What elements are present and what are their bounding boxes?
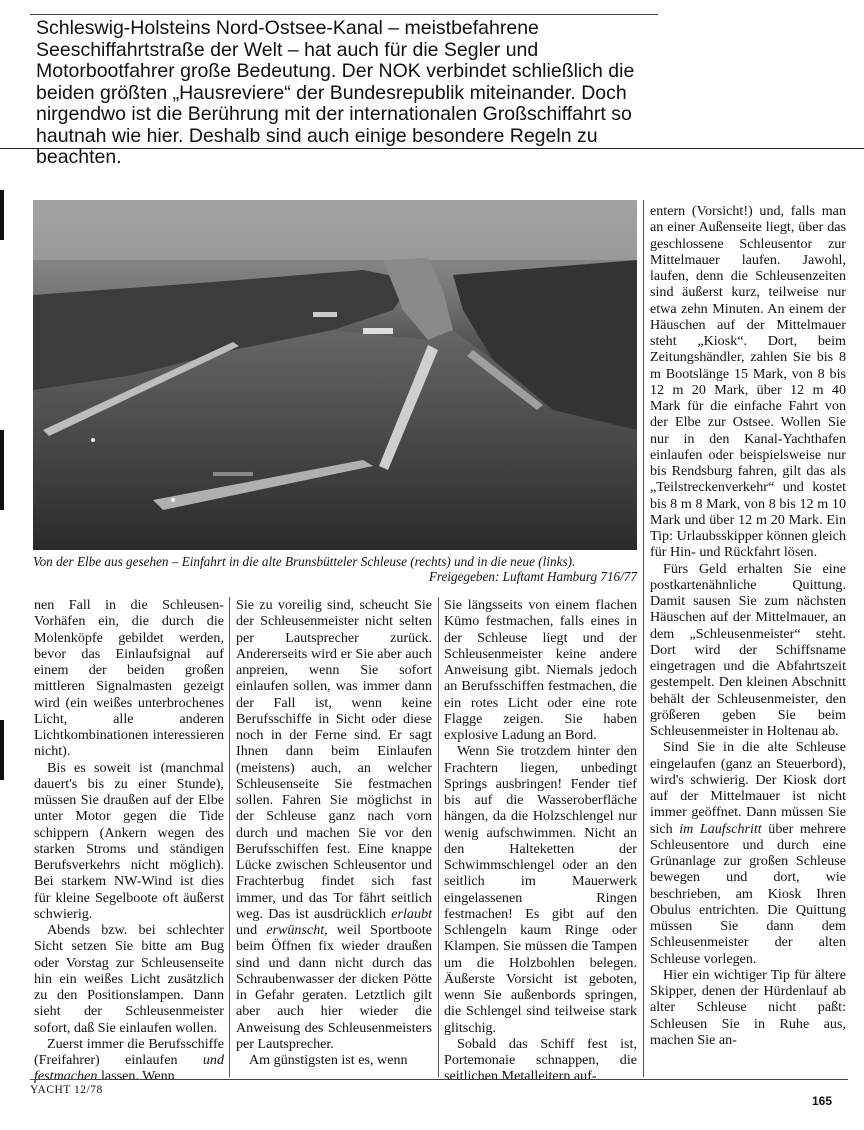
paragraph: Bis es soweit ist (manchmal dauert's bis zu einer Stunde), müssen Sie draußen auf der Elbe unter Motor gegen die Tide schippern (Ankern wegen des starken Stroms und ständigen Berufsverkehrs nicht möglich). Bei starkem NW-Wind ist dies für kleine Segelboote oft äußerst schwierig. (34, 759, 224, 922)
issue-label: YACHT 12/78 (30, 1084, 103, 1096)
emphasis: und festmachen (34, 1052, 224, 1085)
paragraph: Sobald das Schiff fest ist, Portemonaie schnappen, die seitlichen Metalleitern auf- (444, 1035, 637, 1085)
photo-credit: Freigegeben: Luftamt Hamburg 716/77 (428, 569, 637, 584)
caption-text: Von der Elbe aus gesehen – Einfahrt in die alte Brunsbütteler Schleuse (rechts) und in die neue (links). (33, 554, 576, 569)
column-divider (438, 597, 439, 1077)
paragraph (236, 597, 432, 1052)
paragraph: entern (Vorsicht!) und, falls man an einer Außenseite liegt, über das geschlossene Schleusentor zur Mittelmauer laufen. Jawohl, laufen, denn die Schleusenzeiten sind äußerst kurz, teilweise nur etwa zehn Minuten. An einem der Häuschen auf der Mittelmauer steht „Kiosk“. Dort, beim Zeitungshändler, zahlen Sie bis 8 m Bootslänge 15 Mark, von 8 bis 12 m 20 Mark, über 12 m 40 Mark für die einfache Fahrt von der Elbe zur Ostsee. Wollen Sie nur in den Kanal-Yachthafen einlaufen oder beispielsweise nur bis Rendsburg fahren, gilt das als „Teilstreckenverkehr“ und kostet bis 8 m 8 Mark, von 8 bis 12 m 10 Mark und über 12 m 20 Mark. Ein Tip: Urlaubsskipper können gleich für Hin- und Rückfahrt lösen. (650, 203, 846, 561)
page-number: 165 (812, 1094, 833, 1108)
paragraph: Sie längsseits von einem flachen Kümo festmachen, falls eines in der Schleuse liegt und der Schleusenmeister keine andere Anweisung gibt. Niemals jedoch an Berufsschiffen festmachen, die ein rotes Licht oder eine rote Flagge zeigen. Sie haben explosive Ladung an Bord. (444, 597, 637, 743)
text-run: über mehrere Schleusentore und durch eine Grünanlage zur großen Schleuse bewegen und dort, wie beschrieben, am Kiosk Ihren Obulus entrichten. Die Quittung müssen Sie dann dem Schleusenmeister der alten Schleuse vorlegen. (650, 820, 846, 967)
article-column-3 (444, 597, 637, 1085)
article-column-2 (236, 597, 432, 1068)
paragraph: Hier ein wichtiger Tip für ältere Skipper, denen der Hürdenlauf ab alter Schleuse nicht paßt: Schleusen Sie in Ruhe aus, machen Sie an- (650, 966, 846, 1048)
page-edge-mark (0, 430, 4, 510)
paragraph: Wenn Sie trotzdem hinter den Frachtern liegen, unbedingt Springs ausbringen! Fender tief bis auf die Wasseroberfläche hängen, da die Holzschlengel nur wenig aufschwimmen. Nicht an den Halteketten der Schwimmschlengel oder an den seitlich im Mauerwerk eingelassenen Ringen festmachen! Es gibt auf den Schlengeln kaum Ringe oder Klampen. Sie müssen die Tampen um die Holzbohlen belegen. Äußerste Vorsicht ist geboten, wenn Sie außenbords springen, die Schlengel sind teilweise stark glitschig. (444, 743, 637, 1036)
page-edge-mark (0, 190, 4, 240)
top-rule (30, 14, 658, 15)
lead-paragraph: Schleswig-Holsteins Nord-Ostsee-Kanal – meistbefahrene Seeschiffahrtstraße der Welt – hat auch für die Segler und Motorbootfahrer große Bedeutung. Der NOK verbindet schließlich die beiden größten „Hausreviere“ der Bundesrepublik miteinander. Doch nirgendwo ist die Berührung mit der internationalen Großschiffahrt so hautnah wie hier. Deshalb sind auch einige besondere Regeln zu beachten. (36, 17, 635, 168)
emphasis: erwünscht, (266, 922, 328, 938)
column-divider (643, 200, 644, 1077)
emphasis: im Laufschritt (679, 820, 762, 837)
text-run: Sind Sie in die alte Schleuse eingelaufen (ganz an Steuerbord), wird's schwierig. Der Kiosk dort auf der Mittelmauer ist nicht immer geöffnet. Dann müssen Sie sich (650, 739, 846, 837)
column-divider (229, 597, 230, 1077)
page-edge-mark (0, 720, 4, 780)
text-run: Zuerst immer die Berufsschiffe (Freifahrer) einlaufen (34, 1035, 224, 1068)
lead-divider (0, 148, 864, 149)
text-run: Sie zu voreilig sind, scheucht Sie der Schleusenmeister nicht selten per Lautsprecher zurück. Andererseits wird er Sie aber auch anpreien, wenn Sie sofort einlaufen sollen, was immer dann der Fall ist, wenn keine Berufsschiffe in Sicht oder diese noch in der Ferne sind. Er sagt Ihnen dann beim Einlaufen (meistens) auch, an welcher Schleusenseite Sie festmachen sollen. Fahren Sie möglichst in der Schleuse ganz nach vorn durch und machen Sie vor den Berufsschiffen fest. Eine knappe Lücke zwischen Schleusentor und Frachterbug findet sich fast immer, und das Tor fährt seitlich weg. Das ist ausdrücklich (236, 597, 432, 922)
aerial-photo-locks (33, 200, 637, 550)
paragraph (34, 1036, 224, 1085)
footer-rule (30, 1079, 848, 1080)
article-column-1 (34, 597, 224, 1085)
paragraph: Abends bzw. bei schlechter Sicht setzen Sie bitte am Bug oder Vorstag zur Schleusenseite hin ein weißes Licht zusätzlich zu den Positionslampen. Dann sieht der Schleusenmeister sofort, daß Sie einlaufen wollen. (34, 922, 224, 1036)
text-run: und (236, 922, 258, 938)
paragraph (650, 739, 846, 967)
paragraph: Am günstigsten ist es, wenn (249, 1052, 408, 1068)
article-column-4 (650, 203, 846, 1048)
photo-caption (33, 554, 637, 584)
text-run: weil Sportboote beim Öffnen fix wieder draußen sind und dann nicht durch das Schraubenwasser der dicken Pötte in Gefahr geraten. Letztlich gilt aber auch hier wieder die Anweisung des Schleusenmeisters per Lautsprecher. (236, 922, 432, 1052)
paragraph: nen Fall in die Schleusen-Vorhäfen ein, die durch die Molenköpfe gebildet werden, bevor das Einlaufsignal auf einem der beiden großen mittleren Signalmasten gezeigt wird (ein weißes unterbrochenes Licht, alle anderen Lichtkombinationen interessieren nicht). (34, 597, 224, 760)
emphasis: erlaubt (391, 905, 432, 922)
paragraph: Fürs Geld erhalten Sie eine postkartenähnliche Quittung. Damit sausen Sie zum nächsten Häuschen auf der Mittelmauer, an dem „Schleusenmeister“ steht. Dort wird der Schiffsname eingetragen und die Abfahrtszeit gestempelt. Den kleinen Abschnitt behält der Schleusenmeister, den größeren geben Sie beim Schleusenmeister in Holtenau ab. (650, 560, 846, 739)
text-run: lassen. Wenn (100, 1068, 175, 1085)
